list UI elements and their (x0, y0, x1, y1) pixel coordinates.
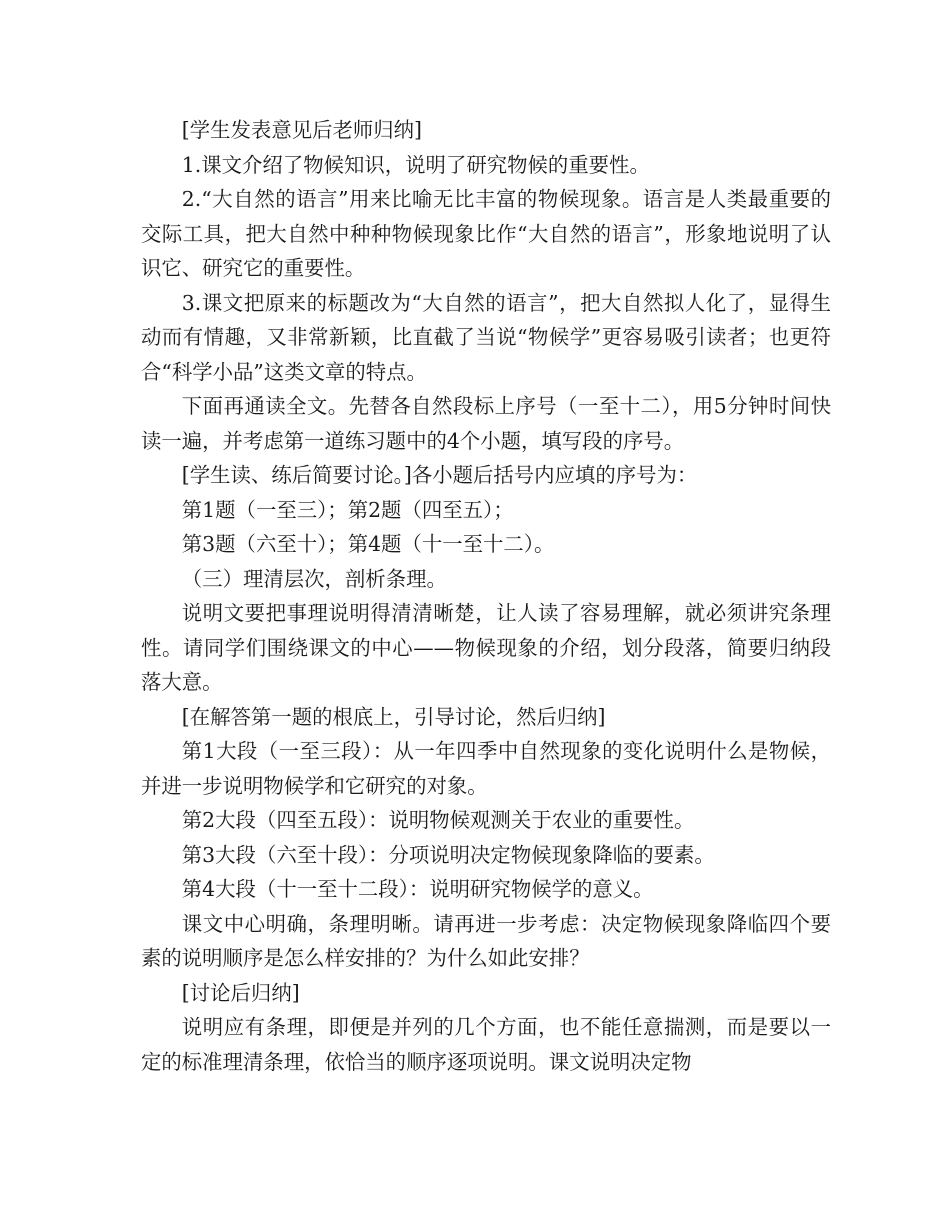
paragraph-10: 说明文要把事理说明得清清晰楚，让人读了容易理解，就必须讲究条理性。请同学们围绕课文的中心——物候现象的介绍，划分段落，简要归纳段落大意。 (141, 601, 831, 694)
paragraph-15: 第4大段（十一至十二段）：说明研究物候学的意义。 (181, 877, 654, 901)
paragraph-6: [学生读、练后简要讨论。]各小题后括号内应填的序号为： (181, 463, 698, 487)
paragraph-13: 第2大段（四至五段）：说明物候观测关于农业的重要性。 (181, 808, 695, 832)
paragraph-9: （三）理清层次，剖析条理。 (181, 566, 447, 591)
paragraph-3: 2.“大自然的语言”用来比喻无比丰富的物候现象。语言是人类最重要的交际工具，把大自然中种种物候现象比作“大自然的语言”，形象地说明了认识它、研究它的重要性。 (141, 187, 831, 280)
paragraph-16: 课文中心明确，条理明晰。请再进一步考虑：决定物候现象降临四个要素的说明顺序是怎么样安排的？为什么如此安排？ (141, 911, 831, 970)
document-body (141, 113, 831, 1079)
paragraph-1: [学生发表意见后老师归纳] (181, 118, 423, 142)
paragraph-12: 第1大段（一至三段）：从一年四季中自然现象的变化说明什么是物候，并进一步说明物候学和它研究的对象。 (141, 739, 831, 798)
paragraph-2: 1.课文介绍了物候知识，说明了研究物候的重要性。 (181, 152, 650, 177)
paragraph-11: [在解答第一题的根底上，引导讨论，然后归纳] (181, 704, 606, 729)
paragraph-17: [讨论后归纳] (181, 980, 300, 1005)
paragraph-4: 3.课文把原来的标题改为“大自然的语言”，把大自然拟人化了，显得生动而有情趣，又非常新颖，比直截了当说“物候学”更容易吸引读者；也更符合“科学小品”这类文章的特点。 (141, 290, 831, 384)
paragraph-14: 第3大段（六至十段）：分项说明决定物候现象降临的要素。 (181, 842, 715, 867)
paragraph-7: 第1题（一至三）；第2题（四至五）； (181, 497, 514, 522)
paragraph-8: 第3题（六至十）；第4题（十一至十二）。 (181, 532, 555, 556)
paragraph-5: 下面再通读全文。先替各自然段标上序号（一至十二），用5分钟时间快读一遍，并考虑第一道练习题中的4个小题，填写段的序号。 (141, 394, 831, 453)
paragraph-18: 说明应有条理，即便是并列的几个方面，也不能任意揣测，而是要以一定的标准理清条理，依恰当的顺序逐项说明。课文说明决定物 (141, 1015, 831, 1074)
